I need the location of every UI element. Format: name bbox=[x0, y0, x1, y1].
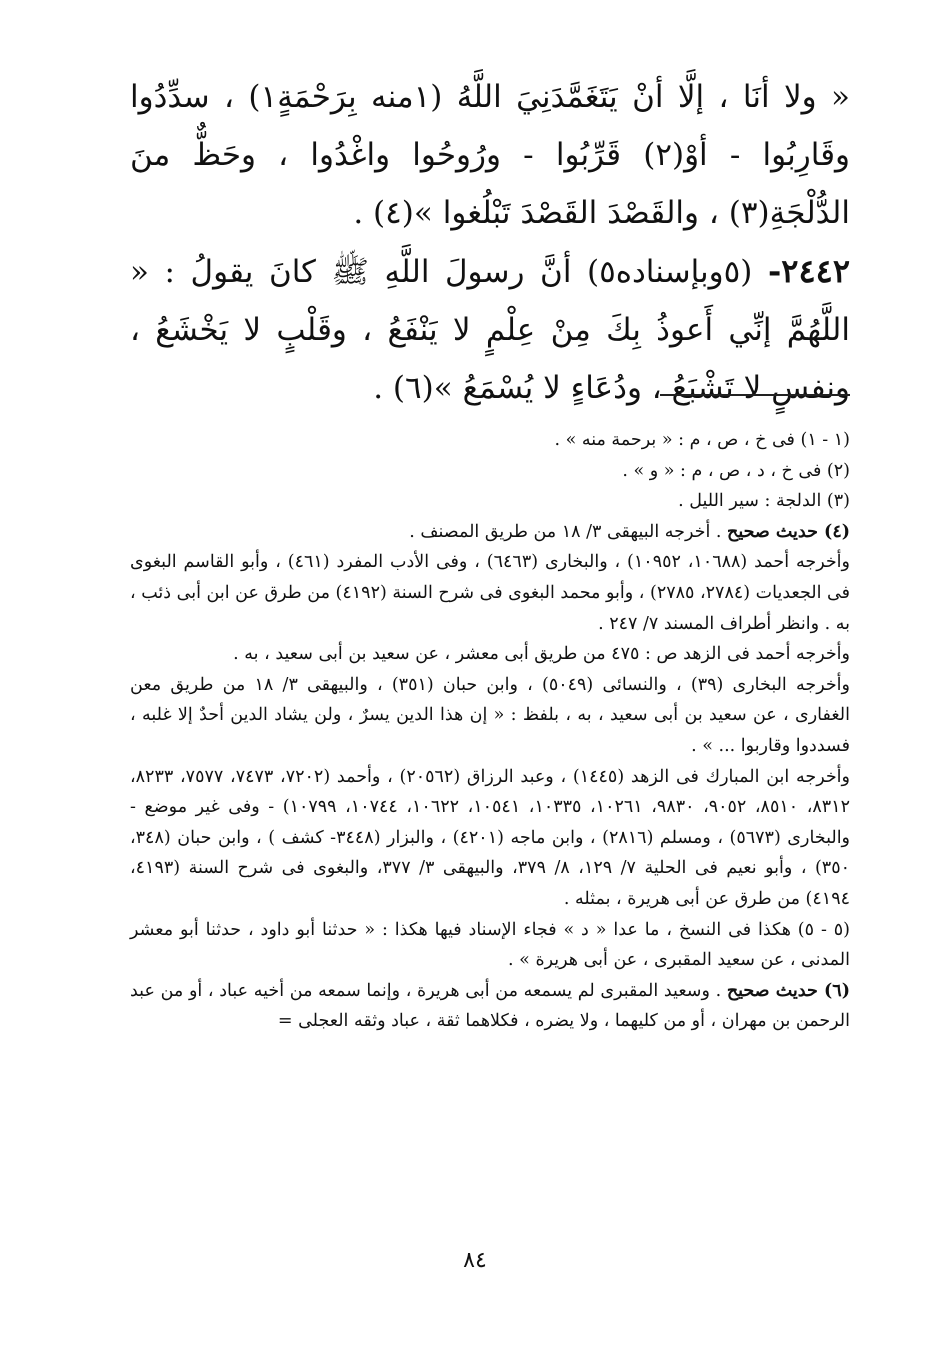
hadith-text-continued: « ولا أنَا ، إلَّا أنْ يَتَغَمَّدَنِيَ اللَّهُ (١منه بِرَحْمَةٍ١) ، سدِّدُوا وقَارِبُوا - أوْ(٢) قَرِّبُوا - ورُوحُوا واغْدُوا ، وحَظٌّ منَ الدُّلْجَةِ(٣) ، والقَصْدَ القَصْدَ تَبْلُغوا »(٤) . bbox=[130, 79, 851, 231]
footnotes bbox=[130, 425, 850, 1037]
footnote-5: (٥ - ٥) هكذا فى النسخ ، ما عدا « د » فجاء الإسناد فيها هكذا : « حدثنا أبو داود ، حدثنا أبو معشر المدنى ، عن سعيد المقبرى ، عن أبى هريرة » . bbox=[130, 919, 850, 971]
footnote-4-paragraph-2: وأخرجه أحمد فى الزهد ص : ٤٧٥ من طريق أبى معشر ، عن سعيد بن أبى سعيد ، به . bbox=[233, 644, 850, 665]
footnote-6 bbox=[130, 976, 850, 1037]
footnote-4-label: (٤) حديث صحيح bbox=[727, 521, 850, 542]
footnote-6-text: . وسعيد المقبرى لم يسمعه من أبى هريرة ، وإنما سمعه من أخيه عباد ، أو من عبد الرحمن بن مهران ، أو من كليهما ، ولا يضره ، فكلاهما ثقة ، عباد وثقه العجلى = bbox=[130, 980, 850, 1032]
footnote-4-text: . أخرجه البيهقى ٣/ ١٨ من طريق المصنف . bbox=[409, 521, 722, 542]
main-text bbox=[130, 68, 850, 417]
footnote-4-paragraph-1: وأخرجه أحمد (١٠٦٨٨، ١٠٩٥٢) ، والبخارى (٦٤٦٣) ، وفى الأدب المفرد (٤٦١) ، وأبو القاسم البغوى فى الجعديات (٢٧٨٤، ٢٧٨٥) ، وأبو محمد البغوى فى شرح السنة (٤١٩٢) من طرق عن ابن أبى ذئب ، به . وانظر أطراف المسند ٧/ ٢٤٧ . bbox=[130, 552, 850, 634]
footnote-1: (١ - ١) فى خ ، ص ، م : « برحمة منه » . bbox=[554, 430, 850, 450]
footnote-2: (٢) فى خ ، د ، ص ، م : « و » . bbox=[622, 460, 850, 481]
hadith-2442 bbox=[130, 242, 850, 417]
footnote-divider bbox=[660, 394, 850, 396]
footnote-4-paragraph-4: وأخرجه ابن المبارك فى الزهد (١٤٤٥) ، وعبد الرزاق (٢٠٥٦٢) ، وأحمد (٧٢٠٢، ٧٤٧٣، ٧٥٧٧، ٨٢٣٣، ٨٣١٢، ٨٥١٠، ٩٠٥٢، ٩٨٣٠، ١٠٢٦١، ١٠٣٣٥، ١٠٥٤١، ١٠٦٢٢، ١٠٧٤٤، ١٠٧٩٩) - وفى غير موضع - والبخارى (٥٦٧٣) ، ومسلم (٢٨١٦) ، وابن ماجه (٤٢٠١) ، والبزار (٣٤٤٨- كشف ) ، وابن حبان (٣٤٨، ٣٥٠) ، وأبو نعيم فى الحلية ٧/ ١٢٩، ٨/ ٣٧٩، والبيهقى ٣/ ٣٧٧، والبغوى فى شرح السنة (٤١٩٣، ٤١٩٤) من طرق عن أبى هريرة ، بمثله . bbox=[130, 766, 851, 909]
footnote-4 bbox=[130, 517, 850, 548]
footnote-6-label: (٦) حديث صحيح bbox=[726, 980, 850, 1001]
footnote-3: (٣) الدلجة : سير الليل . bbox=[678, 491, 850, 512]
hadith-2442-text: (٥وبإسناده٥) أنَّ رسولَ اللَّهِ ﷺ كانَ يقولُ : « اللَّهُمَّ إنِّي أَعوذُ بِكَ مِنْ عِلْمٍ لا يَنْفَعُ ، وقَلْبٍ لا يَخْشَعُ ، ونفسٍ لا تَشْبَعُ ، ودُعَاءٍ لا يُسْمَعُ »(٦) . bbox=[130, 254, 850, 406]
hadith-number: ٢٤٤٢- bbox=[767, 252, 851, 290]
footnote-4-paragraph-3: وأخرجه البخارى (٣٩) ، والنسائى (٥٠٤٩) ، وابن حبان (٣٥١) ، والبيهقى ٣/ ١٨ من طريق معن الغفارى ، عن سعيد بن أبى سعيد ، به ، بلفظ : « إن هذا الدين يسرٌ ، ولن يشاد الدين أحدٌ إلا غلبه ، فسددوا وقاربوا ... » . bbox=[130, 674, 850, 756]
page-number: ٨٤ bbox=[463, 1248, 487, 1273]
